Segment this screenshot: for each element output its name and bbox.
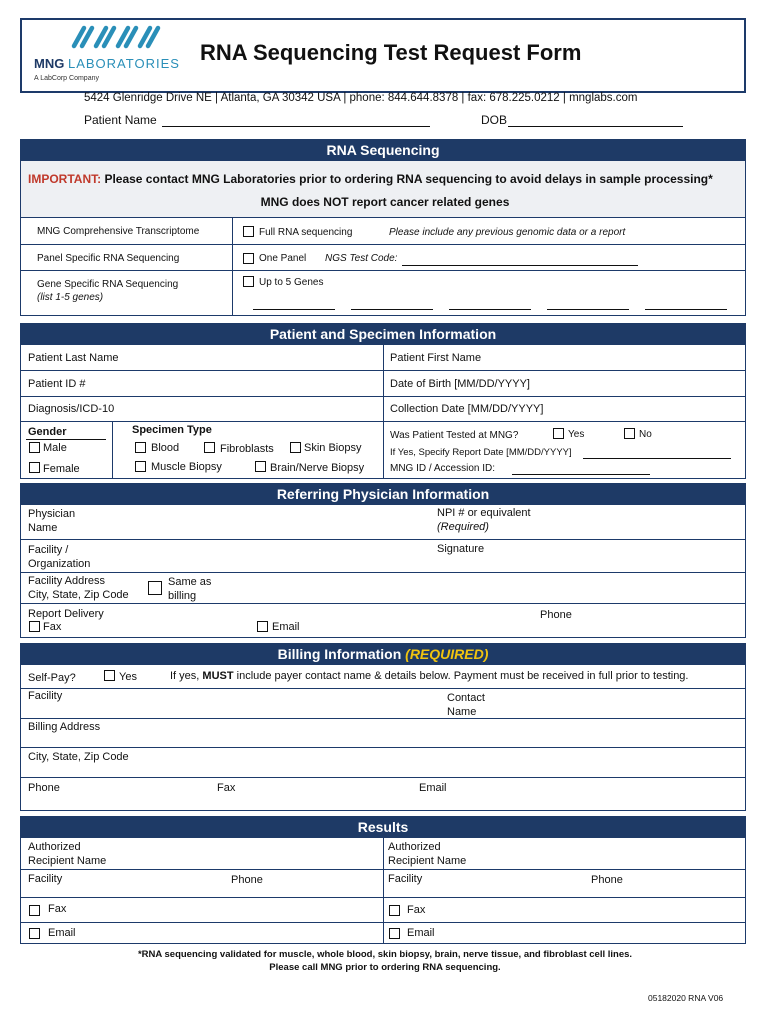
collection-date-label[interactable]: Collection Date [MM/DD/YYYY] xyxy=(390,403,544,415)
signature-label[interactable]: Signature xyxy=(437,543,485,555)
results-facility-2[interactable]: Facility xyxy=(388,873,423,885)
mng-logo xyxy=(34,24,184,86)
tested-question: Was Patient Tested at MNG? xyxy=(390,430,519,441)
dob-mmddyyyy-label[interactable]: Date of Birth [MM/DD/YYYY] xyxy=(390,378,530,390)
gene-field-2[interactable] xyxy=(351,309,433,310)
gene-field-3[interactable] xyxy=(449,309,531,310)
delivery-email-checkbox[interactable] xyxy=(257,621,268,632)
self-pay-yes-label: Yes xyxy=(119,671,137,683)
logo-wordmark xyxy=(34,56,180,71)
logo-mark-icon xyxy=(66,24,166,50)
billing-section xyxy=(20,643,746,811)
gender-label: Gender xyxy=(28,426,67,438)
important-prefix: IMPORTANT: xyxy=(28,172,102,186)
physician-section xyxy=(20,483,746,638)
test-comprehensive: MNG Comprehensive Transcriptome xyxy=(37,226,200,237)
report-delivery-label: Report Delivery xyxy=(28,608,104,620)
ngs-code-field[interactable] xyxy=(402,265,638,266)
full-rna-checkbox[interactable] xyxy=(243,226,254,237)
recipient-1-label[interactable] xyxy=(28,840,106,868)
divider xyxy=(112,421,113,479)
tested-yes-label: Yes xyxy=(568,429,585,440)
divider xyxy=(20,718,746,719)
test-gene: Gene Specific RNA Sequencing xyxy=(37,279,179,290)
report-date-label: If Yes, Specify Report Date [MM/DD/YYYY] xyxy=(390,447,572,458)
cancer-note: MNG does NOT report cancer related genes xyxy=(260,195,510,209)
physician-phone-label[interactable]: Phone xyxy=(540,609,572,621)
divider xyxy=(232,217,233,316)
rna-heading: RNA Sequencing xyxy=(20,139,746,161)
contact-name-label[interactable] xyxy=(447,691,485,719)
divider xyxy=(20,572,746,573)
gene-field-4[interactable] xyxy=(547,309,629,310)
fibroblasts-checkbox[interactable] xyxy=(204,442,215,453)
results-facility-1[interactable]: Facility xyxy=(28,873,63,885)
male-label: Male xyxy=(43,442,67,454)
up-to-5-genes-label: Up to 5 Genes xyxy=(259,277,324,288)
address-l2: City, State, Zip Code xyxy=(28,589,129,601)
patient-name-field[interactable] xyxy=(162,126,430,127)
same-as-billing-label xyxy=(168,575,211,603)
self-pay-note xyxy=(170,670,688,682)
blood-checkbox[interactable] xyxy=(135,442,146,453)
billing-facility-label[interactable]: Facility xyxy=(28,690,63,702)
results-email-1-checkbox[interactable] xyxy=(29,928,40,939)
note-must: MUST xyxy=(202,670,234,682)
physician-name-l2: Name xyxy=(28,522,58,534)
recipient-2-label[interactable] xyxy=(388,840,466,868)
divider xyxy=(20,603,746,604)
results-email-2-label: Email xyxy=(407,927,435,939)
diagnosis-label[interactable]: Diagnosis/ICD-10 xyxy=(28,403,115,415)
contact-l1: Contact xyxy=(447,692,485,704)
physician-name-l1: Physician xyxy=(28,508,76,520)
address-l1: Facility Address xyxy=(28,575,106,587)
last-name-label[interactable]: Patient Last Name xyxy=(28,352,119,364)
divider xyxy=(20,217,746,218)
divider xyxy=(26,439,106,440)
one-panel-checkbox[interactable] xyxy=(243,253,254,264)
accession-label: MNG ID / Accession ID: xyxy=(390,463,496,474)
divider xyxy=(383,838,384,944)
full-rna-label: Full RNA sequencing xyxy=(259,227,353,238)
same-as-billing-checkbox[interactable] xyxy=(148,581,162,595)
report-date-field[interactable] xyxy=(583,458,731,459)
test-panel: Panel Specific RNA Sequencing xyxy=(37,253,180,264)
female-label: Female xyxy=(43,463,80,475)
divider xyxy=(20,777,746,778)
divider xyxy=(20,244,746,245)
accession-field[interactable] xyxy=(512,474,650,475)
delivery-fax-checkbox[interactable] xyxy=(29,621,40,632)
up-to-5-genes-checkbox[interactable] xyxy=(243,276,254,287)
billing-required: (REQUIRED) xyxy=(405,646,489,662)
note-post: include payer contact name & details below. Payment must be received in full prior to testing. xyxy=(233,670,689,682)
facility-l2: Organization xyxy=(28,558,91,570)
billing-heading-text: Billing Information xyxy=(277,646,406,662)
ngs-code-label: NGS Test Code: xyxy=(325,253,398,264)
specimen-type-label: Specimen Type xyxy=(132,424,212,436)
logo-brand: MNG xyxy=(34,56,65,71)
female-checkbox[interactable] xyxy=(29,462,40,473)
self-pay-label: Self-Pay? xyxy=(28,672,76,684)
tested-no-checkbox[interactable] xyxy=(624,428,635,439)
tested-yes-checkbox[interactable] xyxy=(553,428,564,439)
tested-no-label: No xyxy=(639,429,652,440)
male-checkbox[interactable] xyxy=(29,442,40,453)
important-note xyxy=(28,172,713,186)
brain-nerve-label: Brain/Nerve Biopsy xyxy=(270,462,365,474)
results-fax-2-checkbox[interactable] xyxy=(389,905,400,916)
billing-phone-label[interactable]: Phone xyxy=(28,782,60,794)
auth-l1: Authorized xyxy=(28,841,81,853)
lab-address: 5424 Glenridge Drive NE | Atlanta, GA 30342 USA | phone: 844.644.8378 | fax: 678.225.0212 | mnglabs.com xyxy=(84,92,638,104)
form-version: 05182020 RNA V06 xyxy=(648,993,724,1003)
patient-heading: Patient and Specimen Information xyxy=(20,323,746,345)
fibroblasts-label: Fibroblasts xyxy=(220,443,274,455)
one-panel-label: One Panel xyxy=(259,253,307,264)
npi-required: (Required) xyxy=(437,521,489,533)
footer-note-2: Please call MNG prior to ordering RNA sequencing. xyxy=(269,962,501,973)
npi-label[interactable]: NPI # or equivalent xyxy=(437,507,531,519)
delivery-fax-label: Fax xyxy=(43,621,62,633)
auth-l1: Authorized xyxy=(388,841,441,853)
gene-field-1[interactable] xyxy=(253,309,335,310)
billing-email-label[interactable]: Email xyxy=(419,782,447,794)
results-fax-1-checkbox[interactable] xyxy=(29,905,40,916)
results-email-1-label: Email xyxy=(48,927,76,939)
footer-note-1: *RNA sequencing validated for muscle, whole blood, skin biopsy, brain, nerve tissue, and fibroblast cell lines. xyxy=(137,949,633,960)
contact-l2: Name xyxy=(447,706,477,718)
facility-l1: Facility / xyxy=(28,544,69,556)
dob-field[interactable] xyxy=(508,126,683,127)
divider xyxy=(20,539,746,540)
billing-address-label[interactable]: Billing Address xyxy=(28,721,101,733)
patient-name-label: Patient Name xyxy=(84,113,157,127)
gene-field-5[interactable] xyxy=(645,309,727,310)
genomic-data-note: Please include any previous genomic data or a report xyxy=(389,227,626,238)
dob-label: DOB xyxy=(481,113,508,127)
self-pay-yes-checkbox[interactable] xyxy=(104,670,115,681)
brain-nerve-checkbox[interactable] xyxy=(255,461,266,472)
muscle-biopsy-checkbox[interactable] xyxy=(135,461,146,472)
auth-l2: Recipient Name xyxy=(388,855,467,867)
skin-biopsy-label: Skin Biopsy xyxy=(304,442,362,454)
results-phone-2[interactable]: Phone xyxy=(591,874,623,886)
results-email-2-checkbox[interactable] xyxy=(389,928,400,939)
billing-city-label[interactable]: City, State, Zip Code xyxy=(28,751,129,763)
patient-id-label[interactable]: Patient ID # xyxy=(28,378,86,390)
divider xyxy=(20,270,746,271)
skin-biopsy-checkbox[interactable] xyxy=(290,442,301,453)
auth-l2: Recipient Name xyxy=(28,855,107,867)
blood-label: Blood xyxy=(151,442,180,454)
results-heading: Results xyxy=(20,816,746,838)
divider xyxy=(20,747,746,748)
results-phone-1[interactable]: Phone xyxy=(231,874,263,886)
test-gene-sub: (list 1-5 genes) xyxy=(37,292,104,303)
facility-org-label[interactable] xyxy=(28,543,90,571)
logo-word: LABORATORIES xyxy=(67,56,180,71)
page-title: RNA Sequencing Test Request Form xyxy=(200,40,582,65)
billing-heading xyxy=(20,643,746,665)
muscle-biopsy-label: Muscle Biopsy xyxy=(151,461,222,473)
physician-heading: Referring Physician Information xyxy=(20,483,746,505)
physician-name-label[interactable] xyxy=(28,507,75,535)
first-name-label[interactable]: Patient First Name xyxy=(390,352,482,364)
divider xyxy=(20,688,746,689)
facility-address-label[interactable] xyxy=(28,574,129,602)
billing-fax-label[interactable]: Fax xyxy=(217,782,236,794)
note-pre: If yes, xyxy=(170,670,203,682)
delivery-email-label: Email xyxy=(272,621,300,633)
same-l2: billing xyxy=(168,590,197,602)
results-fax-2-label: Fax xyxy=(407,904,426,916)
important-text: Please contact MNG Laboratories prior to ordering RNA sequencing to avoid delays in sample processing* xyxy=(101,172,713,186)
logo-sub: A LabCorp Company xyxy=(34,75,99,82)
results-fax-1-label: Fax xyxy=(48,903,67,915)
divider xyxy=(383,345,384,479)
same-l1: Same as xyxy=(168,576,212,588)
